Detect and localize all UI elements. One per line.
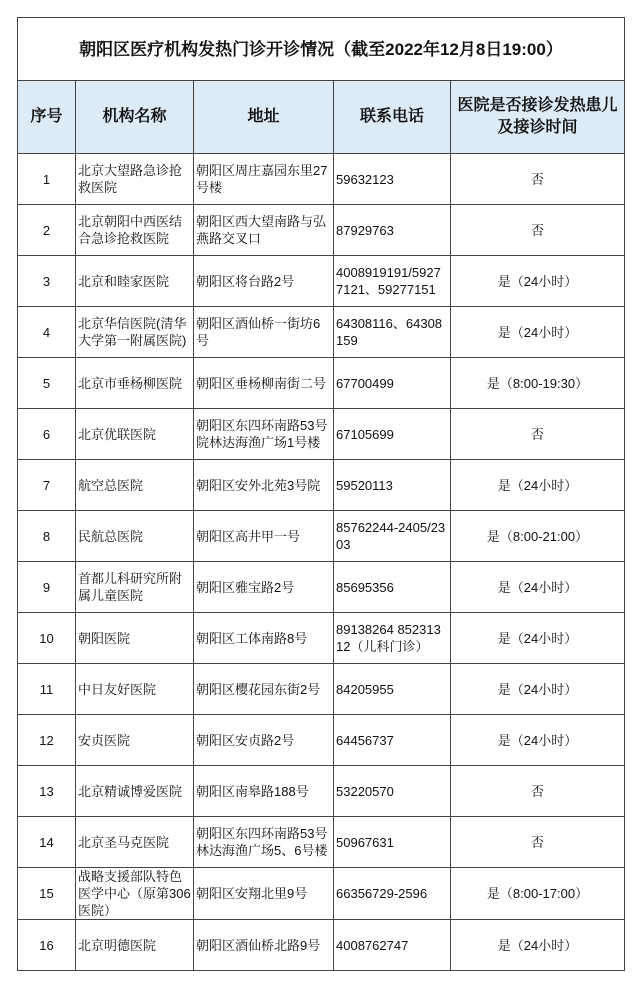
institution-name: 北京和睦家医院 [76,256,194,307]
address: 朝阳区樱花园东街2号 [194,664,334,715]
address: 朝阳区垂杨柳南街二号 [194,358,334,409]
institution-name: 北京市垂杨柳医院 [76,358,194,409]
row-number: 8 [18,511,76,562]
phone: 67700499 [334,358,451,409]
status: 是（8:00-21:00） [451,511,625,562]
address: 朝阳区雅宝路2号 [194,562,334,613]
table-row [18,511,625,562]
status: 是（24小时） [451,613,625,664]
header-address: 地址 [194,81,334,154]
phone: 66356729-2596 [334,868,451,920]
row-number: 12 [18,715,76,766]
row-number: 4 [18,307,76,358]
status: 否 [451,154,625,205]
institution-name: 北京华信医院(清华大学第一附属医院) [76,307,194,358]
address: 朝阳区安翔北里9号 [194,868,334,920]
address: 朝阳区酒仙桥北路9号 [194,920,334,971]
phone: 67105699 [334,409,451,460]
row-number: 9 [18,562,76,613]
row-number: 5 [18,358,76,409]
phone: 85695356 [334,562,451,613]
table-row [18,205,625,256]
table-row [18,256,625,307]
table-row [18,562,625,613]
header-row [18,81,625,154]
table-row [18,358,625,409]
row-number: 2 [18,205,76,256]
phone: 85762244-2405/2303 [334,511,451,562]
status: 否 [451,205,625,256]
phone: 84205955 [334,664,451,715]
institution-name: 北京精诚博爱医院 [76,766,194,817]
institution-name: 战略支援部队特色医学中心（原第306医院） [76,868,194,920]
row-number: 15 [18,868,76,920]
table-row [18,154,625,205]
address: 朝阳区安外北苑3号院 [194,460,334,511]
address: 朝阳区东四环南路53号林达海渔广场5、6号楼 [194,817,334,868]
phone: 4008762747 [334,920,451,971]
table-row [18,766,625,817]
table-row [18,817,625,868]
status: 否 [451,817,625,868]
table-title: 朝阳区医疗机构发热门诊开诊情况（截至2022年12月8日19:00） [18,18,625,81]
fever-clinic-table [17,17,625,971]
phone: 89138264 85231312（儿科门诊） [334,613,451,664]
header-name: 机构名称 [76,81,194,154]
table-row [18,920,625,971]
row-number: 14 [18,817,76,868]
status: 是（24小时） [451,307,625,358]
table-row [18,613,625,664]
header-status: 医院是否接诊发热患儿及接诊时间 [451,81,625,154]
row-number: 6 [18,409,76,460]
address: 朝阳区西大望南路与弘燕路交叉口 [194,205,334,256]
address: 朝阳区工体南路8号 [194,613,334,664]
status: 是（24小时） [451,562,625,613]
institution-name: 朝阳医院 [76,613,194,664]
institution-name: 北京圣马克医院 [76,817,194,868]
institution-name: 中日友好医院 [76,664,194,715]
table-row [18,664,625,715]
institution-name: 北京明德医院 [76,920,194,971]
institution-name: 民航总医院 [76,511,194,562]
phone: 59632123 [334,154,451,205]
table-row [18,460,625,511]
table-row [18,868,625,920]
status: 是（8:00-19:30） [451,358,625,409]
phone: 4008919191/59277121、59277151 [334,256,451,307]
row-number: 11 [18,664,76,715]
phone: 64456737 [334,715,451,766]
table-row [18,409,625,460]
institution-name: 首都儿科研究所附属儿童医院 [76,562,194,613]
phone: 64308116、64308159 [334,307,451,358]
address: 朝阳区高井甲一号 [194,511,334,562]
row-number: 10 [18,613,76,664]
institution-name: 航空总医院 [76,460,194,511]
row-number: 16 [18,920,76,971]
table-row [18,307,625,358]
address: 朝阳区周庄嘉园东里27号楼 [194,154,334,205]
status: 是（24小时） [451,715,625,766]
phone: 59520113 [334,460,451,511]
address: 朝阳区将台路2号 [194,256,334,307]
status: 是（24小时） [451,256,625,307]
header-no: 序号 [18,81,76,154]
address: 朝阳区南皋路188号 [194,766,334,817]
phone: 53220570 [334,766,451,817]
address: 朝阳区东四环南路53号院林达海渔广场1号楼 [194,409,334,460]
institution-name: 北京大望路急诊抢救医院 [76,154,194,205]
phone: 87929763 [334,205,451,256]
row-number: 7 [18,460,76,511]
status: 是（24小时） [451,664,625,715]
address: 朝阳区安贞路2号 [194,715,334,766]
address: 朝阳区酒仙桥一街坊6号 [194,307,334,358]
header-phone: 联系电话 [334,81,451,154]
row-number: 13 [18,766,76,817]
institution-name: 北京优联医院 [76,409,194,460]
row-number: 3 [18,256,76,307]
institution-name: 安贞医院 [76,715,194,766]
phone: 50967631 [334,817,451,868]
status: 是（8:00-17:00） [451,868,625,920]
status: 否 [451,766,625,817]
status: 是（24小时） [451,460,625,511]
status: 是（24小时） [451,920,625,971]
table-row [18,715,625,766]
status: 否 [451,409,625,460]
row-number: 1 [18,154,76,205]
institution-name: 北京朝阳中西医结合急诊抢救医院 [76,205,194,256]
